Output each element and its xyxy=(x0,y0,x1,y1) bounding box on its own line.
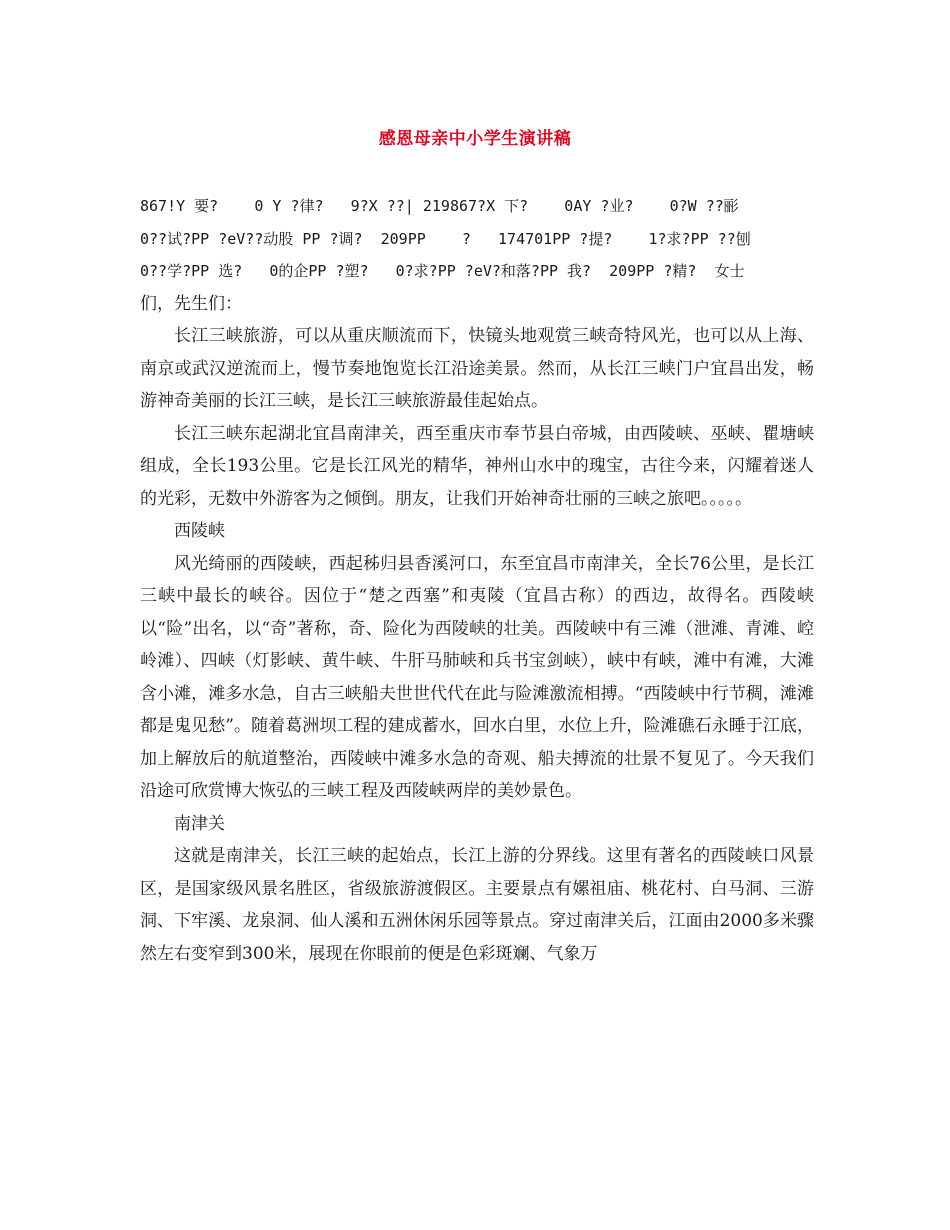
garbled-line: 0??试?PP ?eV??动股 PP ?调? 209PP ? 174701PP ?提? 1?求?PP ??刨 xyxy=(140,229,751,248)
paragraph: 长江三峡东起湖北宜昌南津关，西至重庆市奉节县白帝城，由西陵峡、巫峡、瞿塘峡组成，全长193公里。它是长江风光的精华，神州山水中的瑰宝，古往今来，闪耀着迷人的光彩，无数中外游客为之倾倒。朋友，让我们开始神奇壮丽的三峡之旅吧。。。。。 xyxy=(140,423,814,509)
paragraph: 风光绮丽的西陵峡，西起秭归县香溪河口，东至宜昌市南津关，全长76公里，是长江三峡中最长的峡谷。因位于“楚之西塞”和夷陵（宜昌古称）的西边，故得名。西陵峡以“险”出名，以“奇”著称，奇、险化为西陵峡的壮美。西陵峡中有三滩（泄滩、青滩、崆岭滩）、四峡（灯影峡、黄牛峡、牛肝马肺峡和兵书宝剑峡），峡中有峡，滩中有滩，大滩含小滩，滩多水急，自古三峡船夫世世代代在此与险滩激流相搏。“西陵峡中行节稠，滩滩都是鬼见愁”。随着葛洲坝工程的建成蓄水，回水白里，水位上升，险滩礁石永睡于江底，加上解放后的航道整治，西陵峡中滩多水急的奇观、船夫搏流的壮景不复见了。今天我们沿途可欣赏博大恢弘的三峡工程及西陵峡两岸的美妙景色。 xyxy=(140,553,814,801)
paragraph: 长江三峡旅游，可以从重庆顺流而下，快镜头地观赏三峡奇特风光，也可以从上海、南京或武汉逆流而上，慢节奏地饱览长江沿途美景。然而，从长江三峡门户宜昌出发，畅游神奇美丽的长江三峡，是长江三峡旅游最佳起始点。 xyxy=(140,326,814,411)
greeting-line: 们，先生们： xyxy=(140,293,242,314)
document-title: 感恩母亲中小学生演讲稿 xyxy=(378,129,572,149)
garbled-line: 867!Y 要? 0 Y ?律? 9?X ??| 219867?X 下? 0AY ?业? 0?W ??彨 xyxy=(140,197,739,215)
document-body xyxy=(140,190,814,970)
section-heading: 西陵峡 xyxy=(174,521,225,541)
paragraph: 这就是南津关，长江三峡的起始点，长江上游的分界线。这里有著名的西陵峡口风景区，是国家级风景名胜区，省级旅游渡假区。主要景点有嫘祖庙、桃花村、白马洞、三游洞、下牢溪、龙泉洞、仙人溪和五洲休闲乐园等景点。穿过南津关后，江面由2000多米骤然左右变窄到300米，展现在你眼前的便是色彩斑斓、气象万 xyxy=(140,846,814,964)
garbled-line: 0??学?PP 选? 0的企PP ?塑? 0?求?PP ?eV?和落?PP 我? 209PP ?精? 女士 xyxy=(140,262,745,280)
section-heading: 南津关 xyxy=(174,813,225,834)
